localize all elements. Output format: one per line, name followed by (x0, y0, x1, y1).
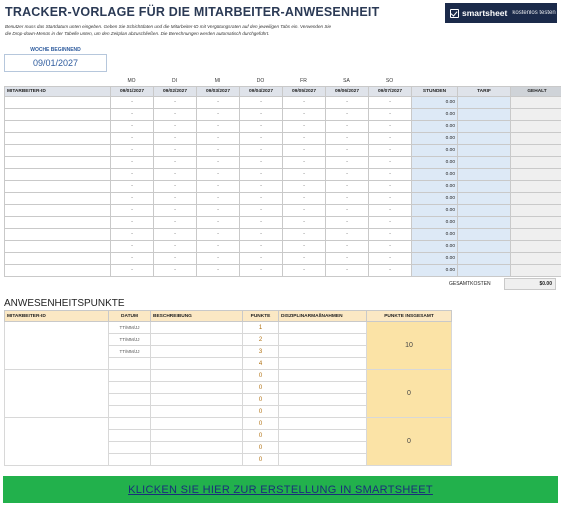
shift-dropdown-cell[interactable]: - (369, 97, 412, 109)
shift-dropdown-cell[interactable]: - (197, 121, 240, 133)
hours-cell: 0.00 (412, 217, 458, 229)
salary-cell (511, 157, 561, 169)
header-hours: STUNDEN (412, 87, 458, 97)
header-date: 09/02/2027 (154, 87, 197, 97)
shift-dropdown-cell[interactable]: - (197, 109, 240, 121)
attendance-row (5, 133, 561, 145)
shift-dropdown-cell[interactable]: - (326, 133, 369, 145)
shift-dropdown-cell[interactable]: - (197, 169, 240, 181)
employee-id-cell[interactable] (5, 133, 111, 145)
shift-dropdown-cell[interactable]: - (154, 253, 197, 265)
points-date-cell[interactable] (109, 454, 151, 466)
points-employee-id-cell[interactable] (5, 322, 109, 370)
hours-cell: 0.00 (412, 253, 458, 265)
points-value-cell[interactable]: 2 (243, 334, 279, 346)
shift-dropdown-cell[interactable]: - (283, 205, 326, 217)
shift-dropdown-cell[interactable]: - (369, 229, 412, 241)
salary-cell (511, 205, 561, 217)
attendance-row (5, 193, 561, 205)
shift-dropdown-cell[interactable]: - (283, 241, 326, 253)
shift-dropdown-cell[interactable]: - (369, 133, 412, 145)
header-employee-id: MITARBEITER-ID (5, 87, 111, 97)
shift-dropdown-cell[interactable]: - (240, 217, 283, 229)
shift-dropdown-cell[interactable]: - (283, 193, 326, 205)
points-date-cell[interactable] (109, 406, 151, 418)
employee-id-cell[interactable] (5, 253, 111, 265)
attendance-table (4, 86, 561, 277)
shift-dropdown-cell[interactable]: - (240, 157, 283, 169)
attendance-row (5, 145, 561, 157)
shift-dropdown-cell[interactable]: - (326, 217, 369, 229)
shift-dropdown-cell[interactable]: - (111, 109, 154, 121)
header-date: 09/07/2027 (369, 87, 412, 97)
attendance-row (5, 217, 561, 229)
weekday-label: SA (343, 78, 350, 84)
shift-dropdown-cell[interactable]: - (240, 121, 283, 133)
shift-dropdown-cell[interactable]: - (111, 121, 154, 133)
rate-cell[interactable] (458, 109, 511, 121)
employee-id-cell[interactable] (5, 217, 111, 229)
weekday-label: DO (256, 78, 265, 84)
employee-id-cell[interactable] (5, 193, 111, 205)
disciplinary-cell[interactable] (279, 394, 367, 406)
points-description-cell[interactable] (151, 334, 243, 346)
points-value-cell[interactable]: 0 (243, 442, 279, 454)
salary-cell (511, 241, 561, 253)
attendance-row (5, 265, 561, 277)
rate-cell[interactable] (458, 205, 511, 217)
disciplinary-cell[interactable] (279, 358, 367, 370)
disciplinary-cell[interactable] (279, 406, 367, 418)
week-start-input[interactable]: 09/01/2027 (4, 54, 107, 72)
points-total-cell: 10 (367, 322, 452, 370)
rate-cell[interactable] (458, 229, 511, 241)
salary-cell (511, 145, 561, 157)
salary-cell (511, 133, 561, 145)
shift-dropdown-cell[interactable]: - (283, 169, 326, 181)
shift-dropdown-cell[interactable]: - (240, 253, 283, 265)
shift-dropdown-cell[interactable]: - (369, 265, 412, 277)
rate-cell[interactable] (458, 169, 511, 181)
hours-cell: 0.00 (412, 169, 458, 181)
attendance-row (5, 181, 561, 193)
employee-id-cell[interactable] (5, 121, 111, 133)
shift-dropdown-cell[interactable]: - (283, 145, 326, 157)
shift-dropdown-cell[interactable]: - (154, 133, 197, 145)
shift-dropdown-cell[interactable]: - (154, 169, 197, 181)
salary-cell (511, 97, 561, 109)
shift-dropdown-cell[interactable]: - (240, 133, 283, 145)
points-date-cell[interactable] (109, 442, 151, 454)
points-date-cell[interactable] (109, 430, 151, 442)
attendance-row (5, 121, 561, 133)
shift-dropdown-cell[interactable]: - (154, 229, 197, 241)
logo-subtitle: kostenlos testen (512, 10, 556, 16)
create-in-smartsheet-link[interactable]: KLICKEN SIE HIER ZUR ERSTELLUNG IN SMARTSHEET (3, 476, 558, 503)
hours-cell: 0.00 (412, 133, 458, 145)
rate-cell[interactable] (458, 157, 511, 169)
points-value-cell[interactable]: 0 (243, 382, 279, 394)
page-title: TRACKER-VORLAGE FÜR DIE MITARBEITER-ANWESENHEIT (5, 5, 380, 19)
shift-dropdown-cell[interactable]: - (111, 133, 154, 145)
shift-dropdown-cell[interactable]: - (111, 181, 154, 193)
shift-dropdown-cell[interactable]: - (283, 157, 326, 169)
rate-cell[interactable] (458, 97, 511, 109)
points-description-cell[interactable] (151, 430, 243, 442)
shift-dropdown-cell[interactable]: - (283, 97, 326, 109)
points-total-cell: 0 (367, 418, 452, 466)
shift-dropdown-cell[interactable]: - (326, 145, 369, 157)
shift-dropdown-cell[interactable]: - (154, 181, 197, 193)
shift-dropdown-cell[interactable]: - (197, 133, 240, 145)
shift-dropdown-cell[interactable]: - (369, 193, 412, 205)
shift-dropdown-cell[interactable]: - (111, 97, 154, 109)
shift-dropdown-cell[interactable]: - (154, 121, 197, 133)
shift-dropdown-cell[interactable]: - (283, 181, 326, 193)
shift-dropdown-cell[interactable]: - (240, 229, 283, 241)
shift-dropdown-cell[interactable]: - (197, 265, 240, 277)
shift-dropdown-cell[interactable]: - (369, 169, 412, 181)
salary-cell (511, 169, 561, 181)
shift-dropdown-cell[interactable]: - (326, 205, 369, 217)
shift-dropdown-cell[interactable]: - (111, 205, 154, 217)
shift-dropdown-cell[interactable]: - (197, 157, 240, 169)
disciplinary-cell[interactable] (279, 418, 367, 430)
weekday-label: DI (172, 78, 177, 84)
attendance-row (5, 241, 561, 253)
disciplinary-cell[interactable] (279, 334, 367, 346)
attendance-row (5, 97, 561, 109)
shift-dropdown-cell[interactable]: - (369, 109, 412, 121)
points-value-cell[interactable]: 0 (243, 370, 279, 382)
shift-dropdown-cell[interactable]: - (154, 109, 197, 121)
points-description-cell[interactable] (151, 454, 243, 466)
shift-dropdown-cell[interactable]: - (111, 253, 154, 265)
weekday-label: SO (385, 78, 394, 84)
attendance-row (5, 229, 561, 241)
weekday-label: FR (300, 78, 307, 84)
shift-dropdown-cell[interactable]: - (154, 205, 197, 217)
points-value-cell[interactable]: 1 (243, 322, 279, 334)
employee-id-cell[interactable] (5, 109, 111, 121)
header-date: 09/05/2027 (283, 87, 326, 97)
disciplinary-cell[interactable] (279, 430, 367, 442)
hours-cell: 0.00 (412, 229, 458, 241)
points-total-cell: 0 (367, 370, 452, 418)
shift-dropdown-cell[interactable]: - (240, 145, 283, 157)
points-row (5, 322, 452, 334)
shift-dropdown-cell[interactable]: - (154, 157, 197, 169)
shift-dropdown-cell[interactable]: - (369, 241, 412, 253)
shift-dropdown-cell[interactable]: - (240, 169, 283, 181)
points-description-cell[interactable] (151, 370, 243, 382)
attendance-row (5, 205, 561, 217)
shift-dropdown-cell[interactable]: - (154, 145, 197, 157)
shift-dropdown-cell[interactable]: - (369, 217, 412, 229)
employee-id-cell[interactable] (5, 97, 111, 109)
employee-id-cell[interactable] (5, 265, 111, 277)
shift-dropdown-cell[interactable]: - (283, 217, 326, 229)
hours-cell: 0.00 (412, 205, 458, 217)
employee-id-cell[interactable] (5, 229, 111, 241)
shift-dropdown-cell[interactable]: - (240, 109, 283, 121)
shift-dropdown-cell[interactable]: - (111, 169, 154, 181)
points-value-cell[interactable]: 0 (243, 454, 279, 466)
points-header-description: BESCHREIBUNG (151, 311, 243, 322)
shift-dropdown-cell[interactable]: - (369, 157, 412, 169)
total-cost-label: GESAMTKOSTEN (449, 281, 491, 287)
shift-dropdown-cell[interactable]: - (326, 265, 369, 277)
points-date-cell[interactable] (109, 418, 151, 430)
employee-id-cell[interactable] (5, 181, 111, 193)
employee-id-cell[interactable] (5, 157, 111, 169)
rate-cell[interactable] (458, 253, 511, 265)
weekday-label: MO (127, 78, 136, 84)
shift-dropdown-cell[interactable]: - (326, 181, 369, 193)
points-description-cell[interactable] (151, 358, 243, 370)
shift-dropdown-cell[interactable]: - (326, 109, 369, 121)
shift-dropdown-cell[interactable]: - (197, 97, 240, 109)
shift-dropdown-cell[interactable]: - (111, 157, 154, 169)
hours-cell: 0.00 (412, 181, 458, 193)
hours-cell: 0.00 (412, 241, 458, 253)
disciplinary-cell[interactable] (279, 382, 367, 394)
points-description-cell[interactable] (151, 418, 243, 430)
points-value-cell[interactable]: 0 (243, 418, 279, 430)
smartsheet-logo-button[interactable] (445, 3, 557, 23)
employee-id-cell[interactable] (5, 205, 111, 217)
total-cost-value: $0.00 (504, 278, 556, 290)
rate-cell[interactable] (458, 145, 511, 157)
shift-dropdown-cell[interactable]: - (197, 193, 240, 205)
shift-dropdown-cell[interactable]: - (111, 217, 154, 229)
header-rate: TARIF (458, 87, 511, 97)
shift-dropdown-cell[interactable]: - (240, 205, 283, 217)
shift-dropdown-cell[interactable]: - (326, 193, 369, 205)
points-value-cell[interactable]: 0 (243, 430, 279, 442)
shift-dropdown-cell[interactable]: - (197, 241, 240, 253)
employee-id-cell[interactable] (5, 145, 111, 157)
shift-dropdown-cell[interactable]: - (197, 181, 240, 193)
attendance-row (5, 109, 561, 121)
points-date-cell[interactable] (109, 394, 151, 406)
points-header-row (5, 311, 452, 322)
points-employee-id-cell[interactable] (5, 418, 109, 466)
shift-dropdown-cell[interactable]: - (369, 121, 412, 133)
shift-dropdown-cell[interactable]: - (326, 97, 369, 109)
header-date: 09/01/2027 (111, 87, 154, 97)
weekday-label: MI (214, 78, 221, 84)
points-description-cell[interactable] (151, 406, 243, 418)
shift-dropdown-cell[interactable]: - (369, 181, 412, 193)
shift-dropdown-cell[interactable]: - (111, 193, 154, 205)
shift-dropdown-cell[interactable]: - (326, 157, 369, 169)
attendance-points-table (4, 310, 452, 466)
points-date-cell[interactable] (109, 382, 151, 394)
hours-cell: 0.00 (412, 265, 458, 277)
shift-dropdown-cell[interactable]: - (240, 97, 283, 109)
shift-dropdown-cell[interactable]: - (369, 253, 412, 265)
shift-dropdown-cell[interactable]: - (240, 241, 283, 253)
disciplinary-cell[interactable] (279, 346, 367, 358)
rate-cell[interactable] (458, 217, 511, 229)
shift-dropdown-cell[interactable]: - (283, 229, 326, 241)
shift-dropdown-cell[interactable]: - (326, 229, 369, 241)
attendance-header-row (5, 87, 561, 97)
salary-cell (511, 217, 561, 229)
shift-dropdown-cell[interactable]: - (369, 145, 412, 157)
shift-dropdown-cell[interactable]: - (111, 229, 154, 241)
shift-dropdown-cell[interactable]: - (283, 265, 326, 277)
shift-dropdown-cell[interactable]: - (326, 253, 369, 265)
points-description-cell[interactable] (151, 322, 243, 334)
shift-dropdown-cell[interactable]: - (197, 217, 240, 229)
points-employee-id-cell[interactable] (5, 370, 109, 418)
disciplinary-cell[interactable] (279, 322, 367, 334)
salary-cell (511, 265, 561, 277)
points-section-title: ANWESENHEITSPUNKTE (4, 298, 125, 309)
shift-dropdown-cell[interactable]: - (283, 253, 326, 265)
employee-id-cell[interactable] (5, 169, 111, 181)
points-header-total: PUNKTE INSGESAMT (367, 311, 452, 322)
logo-brand: smartsheet (462, 8, 508, 18)
points-date-cell[interactable]: TT/MM/JJ (109, 322, 151, 334)
shift-dropdown-cell[interactable]: - (197, 145, 240, 157)
shift-dropdown-cell[interactable]: - (111, 265, 154, 277)
hours-cell: 0.00 (412, 193, 458, 205)
salary-cell (511, 109, 561, 121)
salary-cell (511, 229, 561, 241)
shift-dropdown-cell[interactable]: - (240, 181, 283, 193)
header-date: 09/06/2027 (326, 87, 369, 97)
shift-dropdown-cell[interactable]: - (240, 265, 283, 277)
shift-dropdown-cell[interactable]: - (326, 169, 369, 181)
points-date-cell[interactable] (109, 358, 151, 370)
points-row (5, 370, 452, 382)
points-date-cell[interactable] (109, 370, 151, 382)
week-start-label: WOCHE BEGINNEND (30, 47, 81, 53)
rate-cell[interactable] (458, 121, 511, 133)
points-value-cell[interactable]: 0 (243, 394, 279, 406)
rate-cell[interactable] (458, 181, 511, 193)
rate-cell[interactable] (458, 133, 511, 145)
points-header-employee-id: MITARBEITER-ID (5, 311, 109, 322)
points-header-points: PUNKTE (243, 311, 279, 322)
shift-dropdown-cell[interactable]: - (283, 109, 326, 121)
points-header-date: DATUM (109, 311, 151, 322)
shift-dropdown-cell[interactable]: - (283, 133, 326, 145)
shift-dropdown-cell[interactable]: - (197, 229, 240, 241)
points-description-cell[interactable] (151, 442, 243, 454)
points-description-cell[interactable] (151, 394, 243, 406)
attendance-row (5, 157, 561, 169)
header-date: 09/03/2027 (197, 87, 240, 97)
weekday-labels-row (0, 78, 561, 86)
points-value-cell[interactable]: 3 (243, 346, 279, 358)
shift-dropdown-cell[interactable]: - (154, 217, 197, 229)
shift-dropdown-cell[interactable]: - (326, 121, 369, 133)
shift-dropdown-cell[interactable]: - (197, 205, 240, 217)
points-date-cell[interactable]: TT/MM/JJ (109, 334, 151, 346)
points-value-cell[interactable]: 4 (243, 358, 279, 370)
points-description-cell[interactable] (151, 382, 243, 394)
smartsheet-check-icon (450, 9, 459, 18)
hours-cell: 0.00 (412, 109, 458, 121)
shift-dropdown-cell[interactable]: - (111, 241, 154, 253)
points-header-disciplinary: DISZIPLINARMAßNAHMEN (279, 311, 367, 322)
shift-dropdown-cell[interactable]: - (111, 145, 154, 157)
hours-cell: 0.00 (412, 157, 458, 169)
disciplinary-cell[interactable] (279, 442, 367, 454)
shift-dropdown-cell[interactable]: - (283, 121, 326, 133)
shift-dropdown-cell[interactable]: - (326, 241, 369, 253)
shift-dropdown-cell[interactable]: - (240, 193, 283, 205)
rate-cell[interactable] (458, 241, 511, 253)
shift-dropdown-cell[interactable]: - (197, 253, 240, 265)
instructions-text: Benutzer muss das Startdatum unten eingeben. Geben Sie Schichtdaten und die Mitarbeiter-ID mit Vergütungsraten auf den jeweiligen Tabs ein. Verwenden Sie die Drop-down-Menüs in der Tabelle unten, um den Zeitplan abzuschließen. Die Berechnungen werden automatisch durchgeführt. (5, 24, 332, 36)
hours-cell: 0.00 (412, 97, 458, 109)
shift-dropdown-cell[interactable]: - (369, 205, 412, 217)
salary-cell (511, 181, 561, 193)
disciplinary-cell[interactable] (279, 454, 367, 466)
attendance-row (5, 253, 561, 265)
header-salary: GEHALT (511, 87, 561, 97)
hours-cell: 0.00 (412, 121, 458, 133)
shift-dropdown-cell[interactable]: - (154, 265, 197, 277)
attendance-row (5, 169, 561, 181)
points-date-cell[interactable]: TT/MM/JJ (109, 346, 151, 358)
points-row (5, 418, 452, 430)
salary-cell (511, 193, 561, 205)
salary-cell (511, 253, 561, 265)
hours-cell: 0.00 (412, 145, 458, 157)
salary-cell (511, 121, 561, 133)
points-description-cell[interactable] (151, 346, 243, 358)
shift-dropdown-cell[interactable]: - (154, 97, 197, 109)
shift-dropdown-cell[interactable]: - (154, 193, 197, 205)
points-value-cell[interactable]: 0 (243, 406, 279, 418)
header-date: 09/04/2027 (240, 87, 283, 97)
employee-id-cell[interactable] (5, 241, 111, 253)
disciplinary-cell[interactable] (279, 370, 367, 382)
rate-cell[interactable] (458, 265, 511, 277)
shift-dropdown-cell[interactable]: - (154, 241, 197, 253)
rate-cell[interactable] (458, 193, 511, 205)
